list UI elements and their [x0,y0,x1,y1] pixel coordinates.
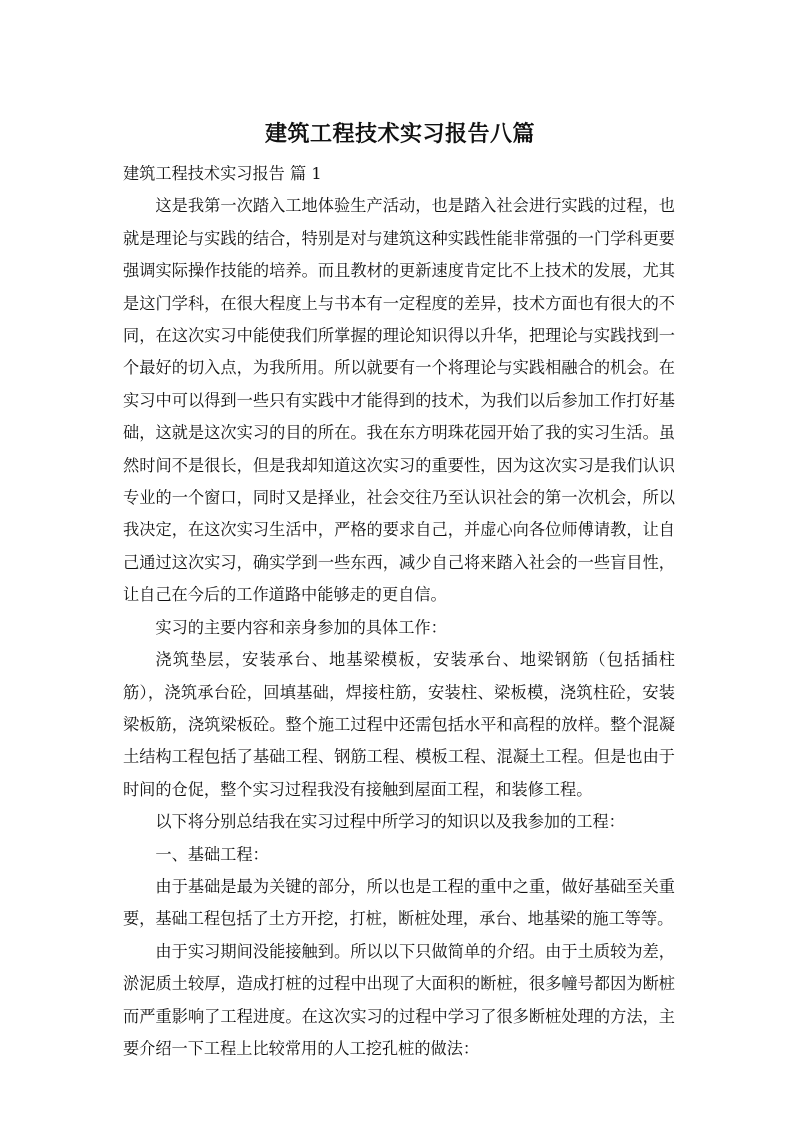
subheading-foundation-works: 一、基础工程： [155,844,269,864]
paragraph-main-content-intro: 实习的主要内容和亲身参加的具体工作： [155,617,447,637]
document-body [123,158,675,1065]
paragraph-introduction: 这是我第一次踏入工地体验生产活动，也是踏入社会进行实践的过程，也就是理论与实践的结合，特别是对与建筑这种实践性能非常强的一门学科更要强调实际操作技能的培养。而且教材的更新速度肯定比不上技术的发展，尤其是这门学科，在很大程度上与书本有一定程度的差异，技术方面也有很大的不同，在这次实习中能使我们所掌握的理论知识得以升华，把理论与实践找到一个最好的切入点，为我所用。所以就要有一个将理论与实践相融合的机会。在实习中可以得到一些只有实践中才能得到的技术，为我们以后参加工作打好基础，这就是这次实习的目的所在。我在东方明珠花园开始了我的实习生活。虽然时间不是很长，但是我却知道这次实习的重要性，因为这次实习是我们认识专业的一个窗口，同时又是择业，社会交往乃至认识社会的第一次机会，所以我决定，在这次实习生活中，严格的要求自己，并虚心向各位师傅请教，让自己通过这次实习，确实学到一些东西，减少自己将来踏入社会的一些盲目性，让自己在今后的工作道路中能够走的更自信。 [123,196,675,605]
paragraph-broken-pile-handling: 由于实习期间没能接触到。所以以下只做简单的介绍。由于土质较为差，淤泥质土较厚，造成打桩的过程中出现了大面积的断桩，很多幢号都因为断桩而严重影响了工程进度。在这次实习的过程中学习了很多断桩处理的方法，主要介绍一下工程上比较常用的人工挖孔桩的做法： [123,941,675,1058]
paragraph-summary-intro: 以下将分别总结我在实习过程中所学习的知识以及我参加的工程： [155,812,625,832]
section-heading: 建筑工程技术实习报告 篇 1 [123,164,322,183]
paragraph-work-items: 浇筑垫层，安装承台、地基梁模板，安装承台、地梁钢筋（包括插柱筋），浇筑承台砼，回填基础，焊接柱筋，安装柱、梁板模，浇筑柱砼，安装梁板筋，浇筑梁板砼。整个施工过程中还需包括水平和高程的放样。整个混凝土结构工程包括了基础工程、钢筋工程、模板工程、混凝土工程。但是也由于时间的仓促，整个实习过程我没有接触到屋面工程，和装修工程。 [123,650,675,799]
document-title: 建筑工程技术实习报告八篇 [264,122,535,147]
paragraph-foundation-importance: 由于基础是最为关键的部分，所以也是工程的重中之重，做好基础至关重要，基础工程包括了土方开挖，打桩，断桩处理，承台、地基梁的施工等等。 [123,876,675,929]
